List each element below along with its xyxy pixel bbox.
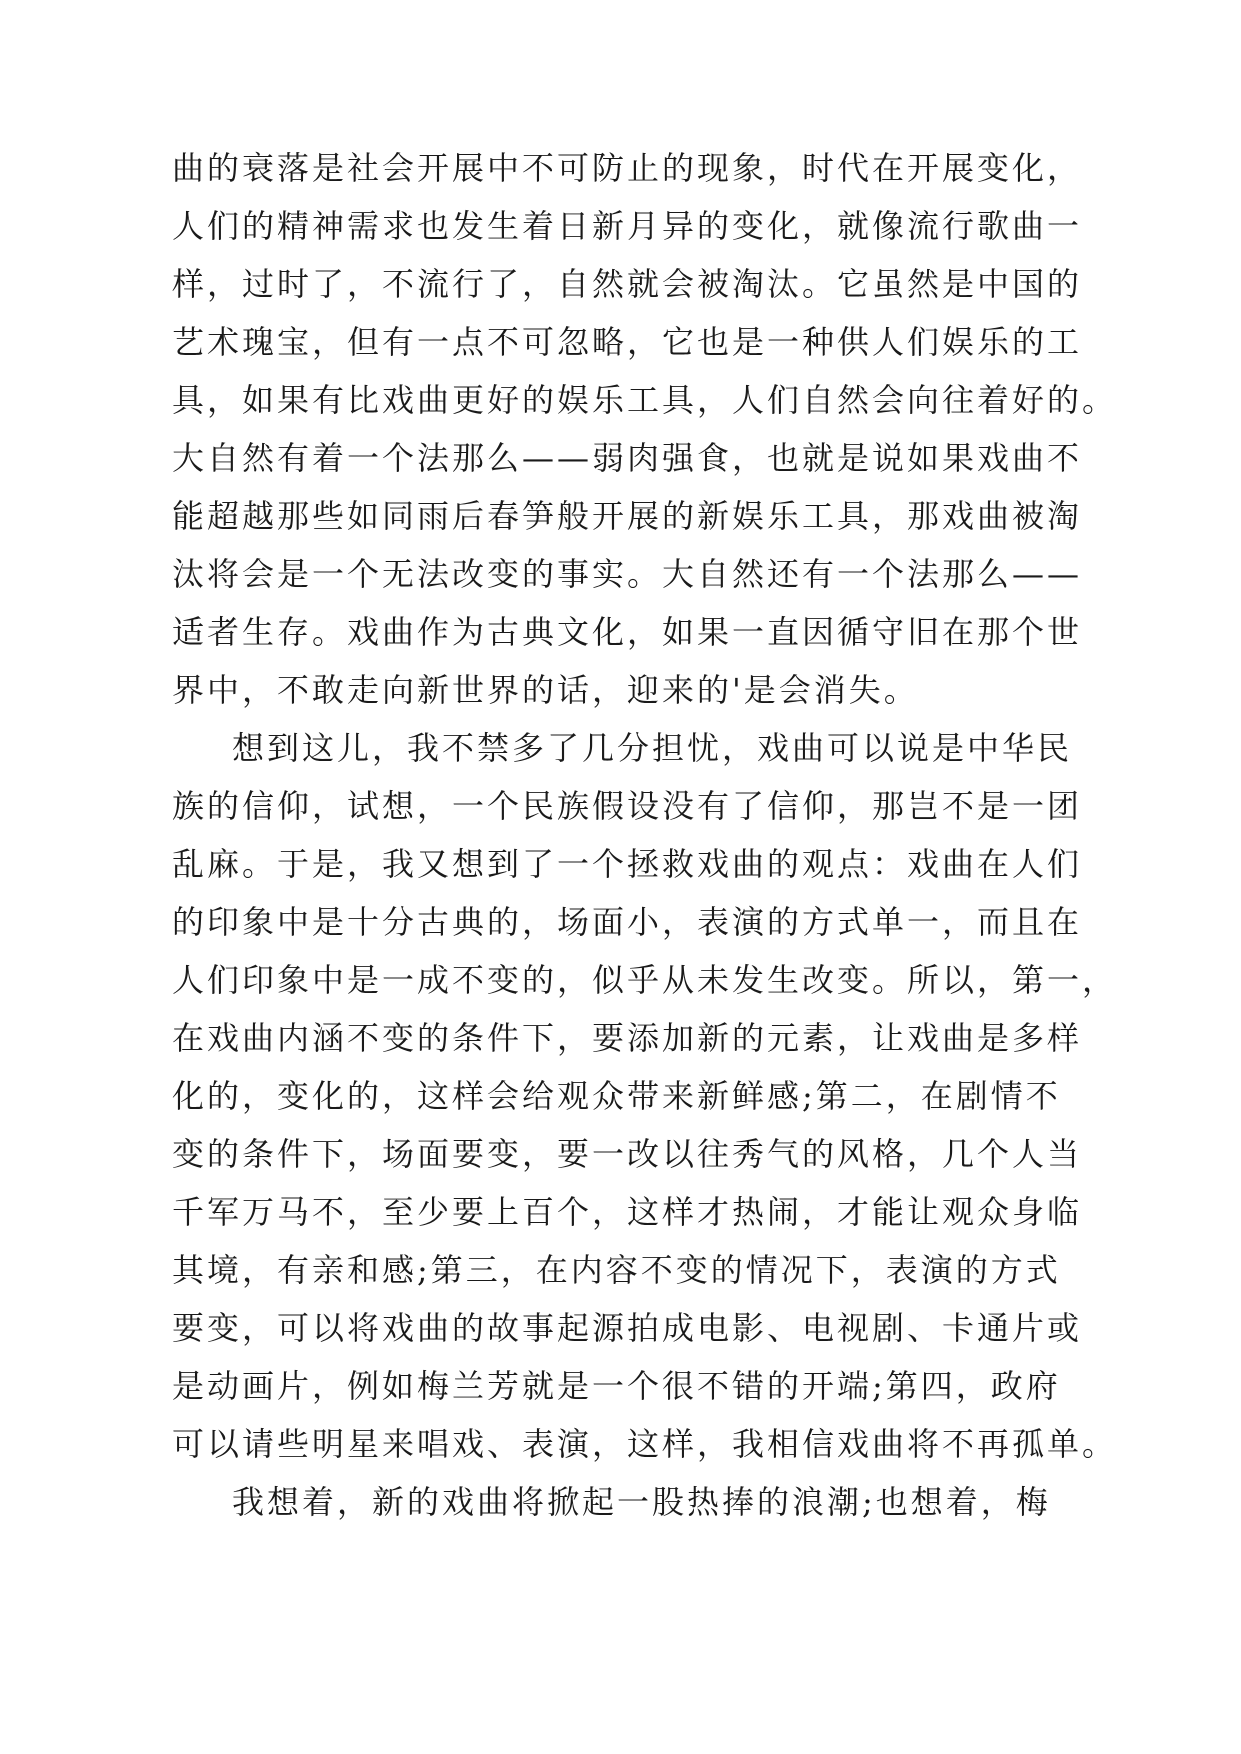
text-line: 能超越那些如同雨后春笋般开展的新娱乐工具，那戏曲被淘 — [172, 497, 1083, 535]
text-line: 艺术瑰宝，但有一点不可忽略，它也是一种供人们娱乐的工 — [172, 323, 1083, 361]
text-line: 其境，有亲和感;第三，在内容不变的情况下，表演的方式 — [172, 1251, 1061, 1289]
text-line: 人们的精神需求也发生着日新月异的变化，就像流行歌曲一 — [172, 207, 1083, 245]
text-line: 是动画片，例如梅兰芳就是一个很不错的开端;第四，政府 — [172, 1367, 1061, 1405]
text-line: 变的条件下，场面要变，要一改以往秀气的风格，几个人当 — [172, 1135, 1083, 1173]
text-line: 人们印象中是一成不变的，似乎从未发生改变。所以，第一， — [172, 961, 1118, 999]
text-line: 可以请些明星来唱戏、表演，这样，我相信戏曲将不再孤单。 — [172, 1425, 1118, 1463]
text-line: 乱麻。于是，我又想到了一个拯救戏曲的观点：戏曲在人们 — [172, 845, 1083, 883]
text-line: 要变，可以将戏曲的故事起源拍成电影、电视剧、卡通片或 — [172, 1309, 1083, 1347]
text-line: 化的，变化的，这样会给观众带来新鲜感;第二，在剧情不 — [172, 1077, 1061, 1115]
paragraph-first-line: 我想着，新的戏曲将掀起一股热捧的浪潮;也想着，梅 — [232, 1483, 1051, 1521]
text-line: 大自然有着一个法那么——弱肉强食，也就是说如果戏曲不 — [172, 439, 1083, 477]
text-line: 适者生存。戏曲作为古典文化，如果一直因循守旧在那个世 — [172, 613, 1083, 651]
text-line: 族的信仰，试想，一个民族假设没有了信仰，那岂不是一团 — [172, 787, 1083, 825]
text-line: 界中，不敢走向新世界的话，迎来的'是会消失。 — [172, 671, 919, 709]
text-line: 千军万马不，至少要上百个，这样才热闹，才能让观众身临 — [172, 1193, 1083, 1231]
paragraph-first-line: 想到这儿，我不禁多了几分担忧，戏曲可以说是中华民 — [232, 729, 1073, 767]
text-line: 在戏曲内涵不变的条件下，要添加新的元素，让戏曲是多样 — [172, 1019, 1083, 1057]
text-line: 汰将会是一个无法改变的事实。大自然还有一个法那么—— — [172, 555, 1083, 593]
text-line: 曲的衰落是社会开展中不可防止的现象，时代在开展变化， — [172, 149, 1083, 187]
text-line: 的印象中是十分古典的，场面小，表演的方式单一，而且在 — [172, 903, 1083, 941]
text-line: 具，如果有比戏曲更好的娱乐工具，人们自然会向往着好的。 — [172, 381, 1118, 419]
text-line: 样，过时了，不流行了，自然就会被淘汰。它虽然是中国的 — [172, 265, 1083, 303]
